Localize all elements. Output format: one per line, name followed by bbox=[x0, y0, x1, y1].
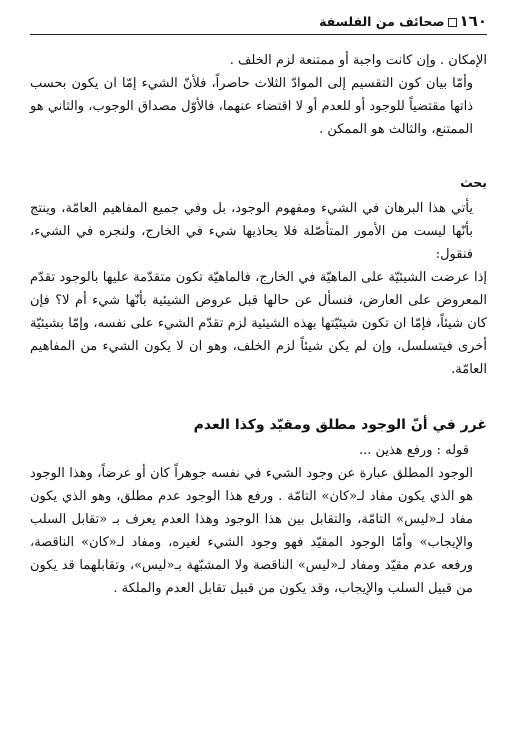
quote-line: قوله : ورفع هذين ... bbox=[358, 443, 469, 458]
header-right bbox=[319, 12, 487, 30]
paragraph-1: الإمكان . وإن كانت واجبة أو ممتنعة لزم الخلف . bbox=[229, 53, 487, 68]
section-heading-ghurar: غرر في أنّ الوجود مطلق ومقيّد وكذا العدم bbox=[193, 417, 487, 433]
square-ornament-icon bbox=[448, 18, 457, 27]
paragraph-2: وأمّا بيان كون التقسيم إلى الموادّ الثلاث حاصراً، فلأنّ الشيء إمّا ان يكون بحسب ذاتها مقتضياً للوجود أو للعدم أو لا اقتضاء عنهما، فالأوّل مصداق الوجوب، والثاني هو الممتنع، والثالث هو الممكن . bbox=[30, 76, 473, 137]
header-title: صحائف من الفلسفة bbox=[319, 14, 445, 29]
paragraph-3: يأتي هذا البرهان في الشيء ومفهوم الوجود، بل وفي جميع المفاهيم العامّة، وينتج بأنّها ليست من الأمور المتأصّلة فلا يحاذيها شيء في الخارج، ولنجره في الشيء، فنقول: bbox=[30, 201, 473, 262]
running-header bbox=[30, 12, 487, 35]
section-heading-bahth: بحث bbox=[460, 175, 487, 190]
page-number: ١٦٠ bbox=[459, 12, 487, 30]
paragraph-4: إذا عرضت الشيئيّة على الماهيّة في الخارج، فالماهيّة تكون متقدّمة عليها بالوجود تقدّم المعروض على العارض، فنسأل عن حالها قبل عروض الشيئية بأنّها شيء أم لا؟ فإن كان شيئاً، فإمّا ان تكون شيئيّتها بهذه الشيئية لزم تقدّم الشيء على نفسه، وإمّا بشيئيّة أخرى فيتسلسل، وإن لم يكن شيئاً لزم الخلف، وهو ان لا يكون الشيء من المفاهيم العامّة. bbox=[30, 270, 487, 377]
paragraph-5: الوجود المطلق عبارة عن وجود الشيء في نفسه جوهراً كان أو عرضاً، وهذا الوجود هو الذي يكون مفاد لـ«كان» التامّة . ورفع هذا الوجود عدم مطلق، وهو الذي يكون مفاد لـ«ليس» التامّة، والتقابل بين هذا الوجود وهذا العدم يعرف بـ «تقابل السلب والإيجاب» وأمّا الوجود المقيّد فهو وجود الشيء لغيره، ومفاد لـ«كان» الناقصة، ورفعه عدم مقيّد ومفاد لـ«ليس» الناقصة ولا المشبّهة بـ«ليس»، وتقابلهما قد يكون من قبيل السلب والإيجاب، وقد يكون من قبيل تقابل العدم والملكة . bbox=[30, 466, 473, 596]
